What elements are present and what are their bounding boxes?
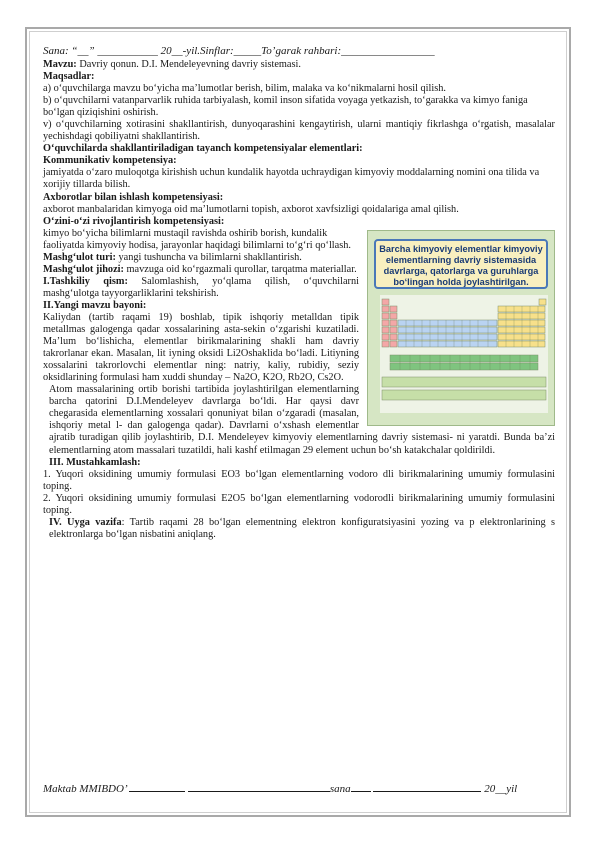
competencies-title: O‘quvchilarda shakllantiriladigan tayanch kompetensiyalar elementlari: (43, 143, 363, 155)
goals-title: Maqsadlar: (43, 71, 95, 83)
self-development-text: kimyo bo‘yicha bilimlarni mustaqil ravishda oshirib borish, kundalik faoliyatda kimyoviy hodisa, jarayonlar haqidagi bilimlarni to‘g‘ri qo‘llash. (43, 227, 351, 251)
homework (43, 517, 555, 541)
periodic-table-graphic (380, 295, 548, 413)
topic-line (43, 59, 555, 71)
reinforcement-title: III. Mustahkamlash: (49, 456, 141, 468)
footer-year: 20__yil (484, 783, 518, 795)
lesson-plan (43, 44, 555, 541)
footer-blank-3 (351, 781, 371, 792)
signature-footer (43, 781, 555, 795)
new-topic-title: II.Yangi mavzu bayoni: (43, 299, 147, 311)
communicative-text: jamiyatda o‘zaro muloqotga kirishish uchun kundalik hayotda uchraydigan kimyoviy moddalarning nomini ona tilida va xorijiy tillarda bilish. (43, 167, 540, 191)
footer-blank-1 (129, 781, 185, 792)
periodic-table-image (367, 230, 555, 426)
goal-a: a) o‘quvchilarga mavzu bo‘yicha ma’lumotlar berish, bilim, malaka va ko‘nikmalarni hosil qilish. (43, 83, 446, 95)
topic-label: Mavzu: (43, 59, 77, 70)
image-caption: Barcha kimyoviy elementlar kimyoviy elementlarning davriy sistemasida davrlarga, qatorlarga va guruhlarga bo‘lingan holda joylashtirilgan. (374, 239, 548, 289)
organizational-label: I.Tashkiliy qism: (43, 275, 128, 287)
new-topic-paragraph-1: Kaliydan (tartib raqami 19) boshlab, tipik ishqoriy metalldan tipik metallmas galogenga qadar xossalarining asta-sekin o‘zgarishi kuzatiladi. Ma’lum bo‘lishicha, elementlar birikmalarining shakli ham davriy takrorlanar ekan. Masalan, lit iyning oksidi Li2Oshaklida bo‘ladi. Litiyning xossalarini takrorlovchi elementlar ning: natriy, kaliy, rubidiy, seziy oksidlarining formulasi ham xuddi shunday – Na2O, K2O, Rb2O, Cs2O. (43, 311, 359, 384)
information-text: axborot manbalaridan kimyoga oid ma’lumotlarni topish, axborot xavfsizligi qoidalariga amal qilish. (43, 203, 459, 215)
homework-label: IV. Uyga vazifa (49, 516, 122, 528)
date-header: Sana: “__” ___________ 20__-yil.Sinflar:_____To’garak rahbari:_________________ (43, 45, 435, 57)
lesson-equipment-label: Mashg‘ulot jihozi: (43, 263, 124, 275)
footer-blank-4 (373, 781, 481, 792)
footer-label: Maktab MMIBDO’ (43, 783, 127, 795)
reinforcement-task-2: 2. Yuqori oksidining umumiy formulasi E2O5 bo‘lgan elementlarning vodorodli birikmalarining umumiy formulasini toping. (43, 492, 555, 516)
footer-blank-2 (188, 781, 330, 792)
goal-b: b) o‘quvchilarni vatanparvarlik ruhida tarbiyalash, komil inson sifatida voyaga yetkazish, to‘garakka va kimyo faniga bo‘lgan qiziqishini oshirish. (43, 95, 528, 119)
organizational-text: Salomlashish, yo‘qlama qilish, o‘quvchilarni mashg‘ulotga tayyorgarliklarini tekshirish. (43, 275, 359, 299)
goal-v: v) o‘quvchilarning xotirasini shakllantirish, dunyoqarashini kengaytirish, ularni mantiqiy fikrlashga o‘rgatish, masalalar yechishdagi qobiliyatni shakllantirish. (43, 119, 555, 143)
information-title: Axborotlar bilan ishlash kompetensiyasi: (43, 191, 224, 203)
reinforcement-task-1: 1. Yuqori oksidining umumiy formulasi EO3 bo‘lgan elementlarning vodoro dli birikmalarining umumiy formulasini toping. (43, 468, 555, 492)
self-development-title: O‘zini-o‘zi rivojlantirish kompetensiyasi: (43, 215, 225, 227)
communicative-title: Kommunikativ kompetensiya: (43, 155, 177, 167)
new-topic-paragraph-2: Atom massalarining ortib borishi tartibida joylashtirilgan elementlarning barcha qatorini D.I.Mendeleyev davrlarga bo‘ldi. Har qaysi davr chegarasida elementlarning xossalari qonuniyat bilan o‘zgaradi (masalan, ishqoriy metal l- dan galogenga qadar). Davrlarni o‘xshash elementlar ajratib turadigan qilib joylashtirib, D.I. Mendeleyev kimyoviy elementlarning davriy sistemasi- ni yaratdi. Bunda ba’zi elementlarning atom massalari tuzatildi, hali kashf etilmagan 29 element uchun bo‘sh katakchalar qoldirildi. (49, 384, 555, 456)
lesson-type-text: yangi tushuncha va bilimlarni shakllantirish. (115, 251, 302, 263)
homework-text: : Tartib raqami 28 bo‘lgan elementning elektron konfiguratsiyasini yozing va p elektronlarining s elektronlarga bo‘lgan nisbatini aniqlang. (49, 516, 555, 540)
lesson-type-label: Mashg‘ulot turi: (43, 251, 116, 263)
lesson-equipment-text: mavzuga oid ko‘rgazmali qurollar, tarqatma materiallar. (123, 263, 357, 275)
footer-date-label: sana (329, 783, 351, 795)
topic-text: Davriy qonun. D.I. Mendeleyevning davriy sistemasi. (76, 59, 301, 70)
